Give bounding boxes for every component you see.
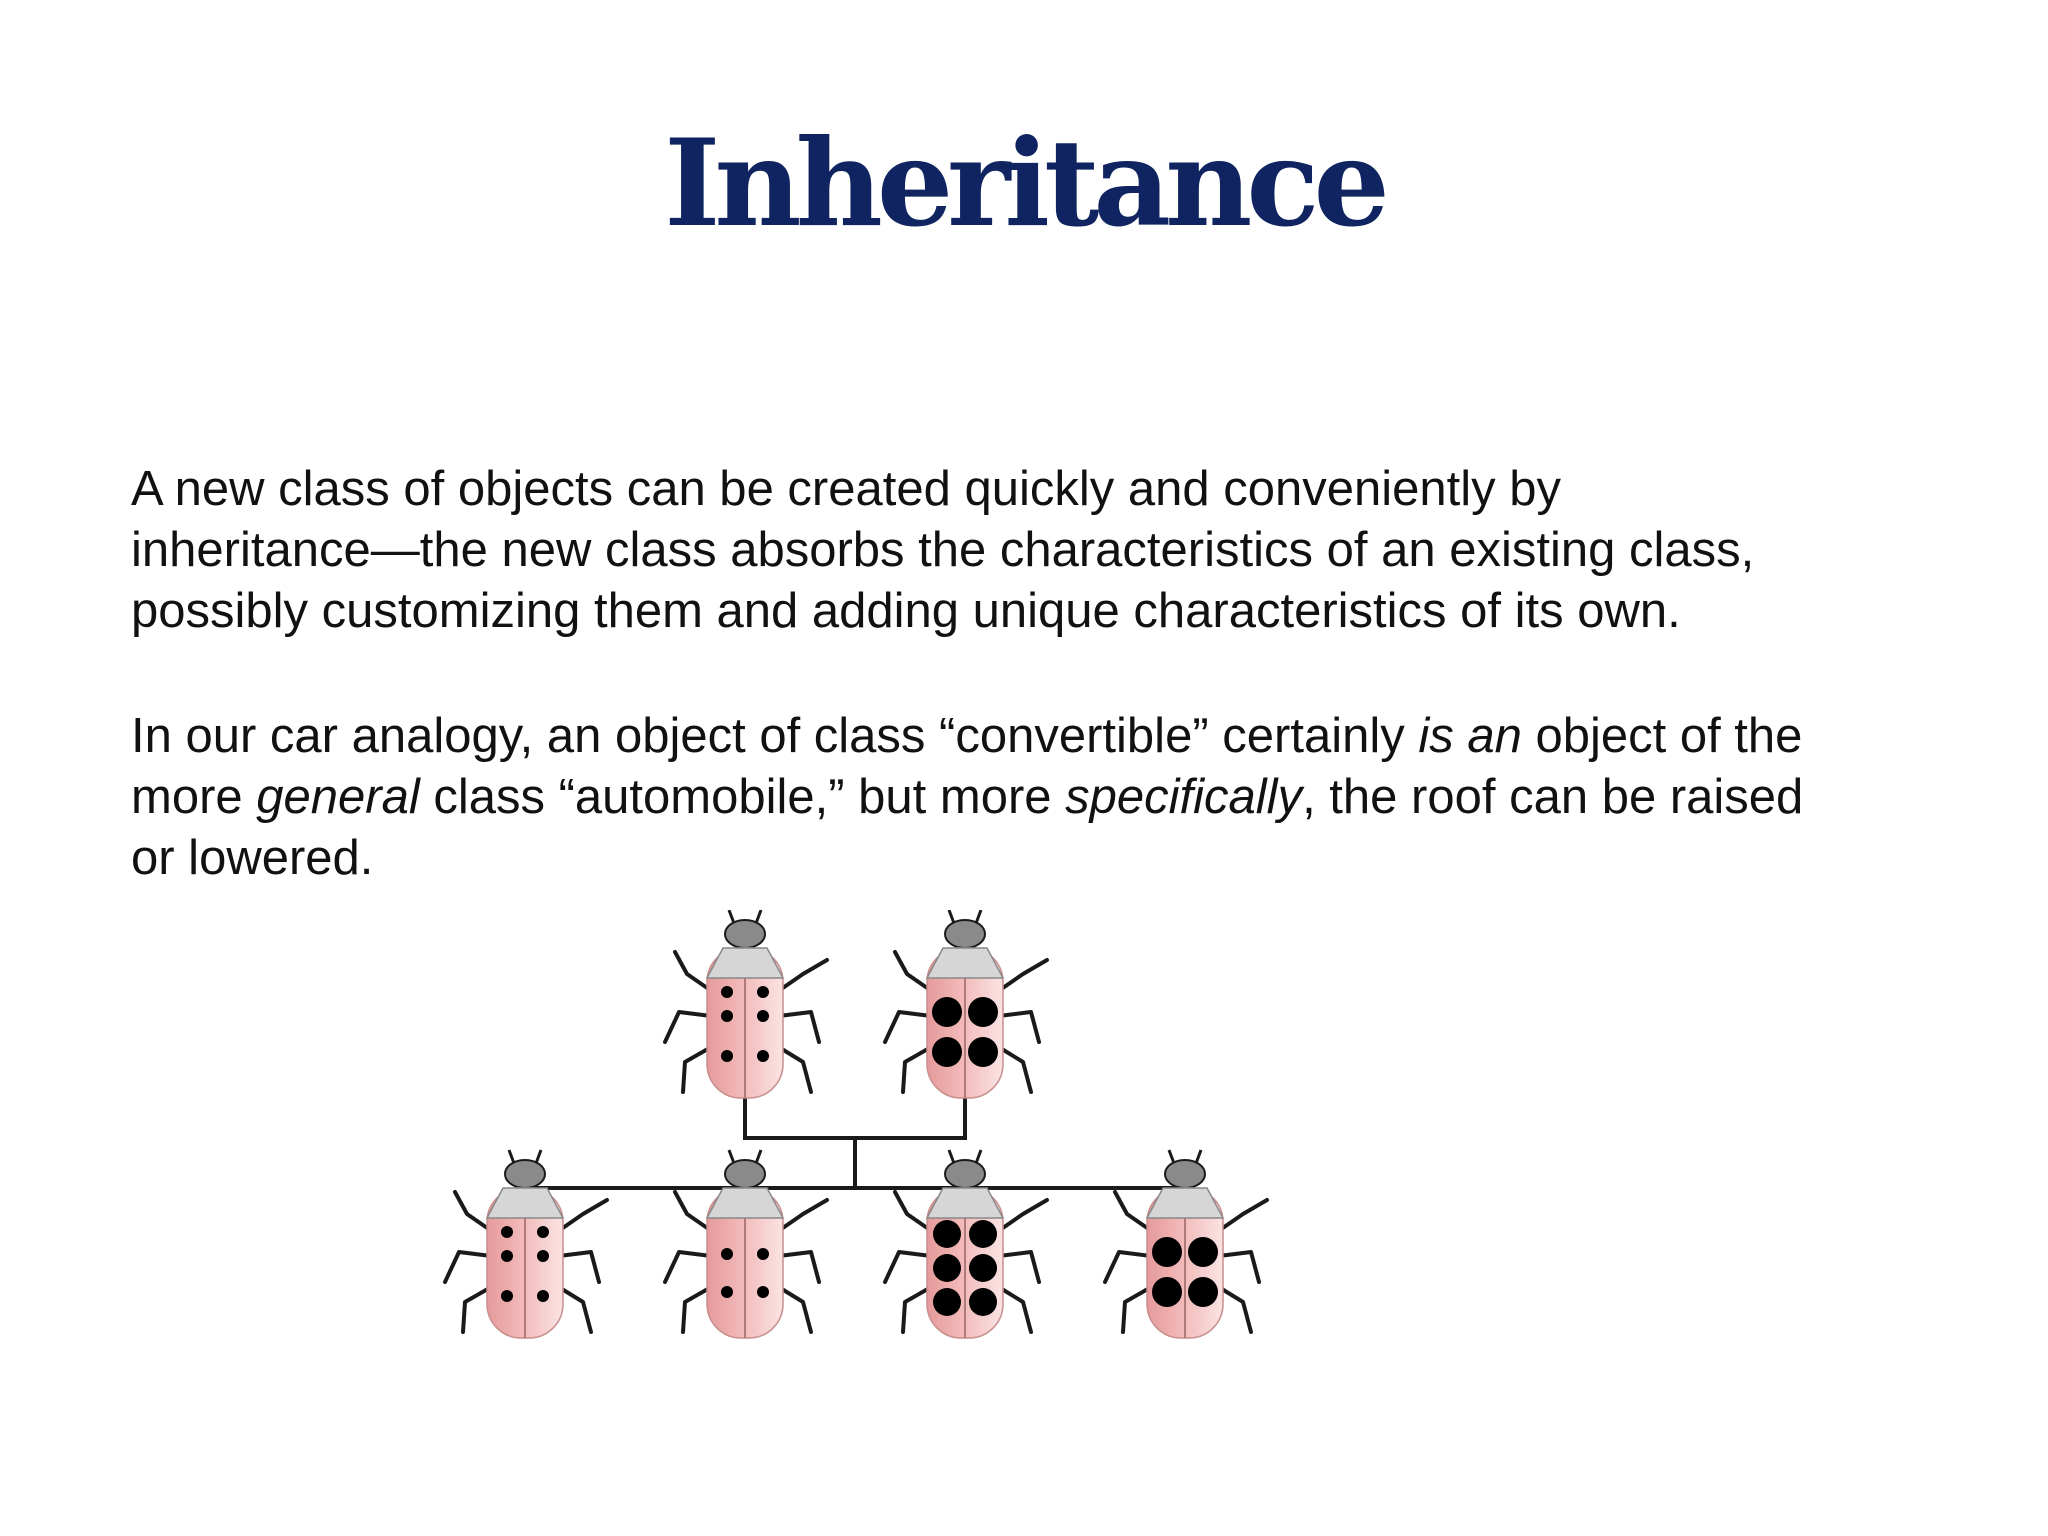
ladybug-head [725,920,765,948]
ladybug-leg [1217,1200,1267,1232]
child-ladybug [885,1150,1047,1338]
ladybug-leg [559,1252,599,1282]
paragraph2-line3: or lowered. [131,831,374,885]
parent-ladybug [665,910,827,1098]
ladybug-spot [757,1248,769,1260]
ladybug-spot [932,997,962,1027]
ladybug-spot [537,1290,549,1302]
ladybug-spot [1152,1277,1182,1307]
ladybug-spot [757,1010,769,1022]
paragraph1-line2: inheritance—the new class absorbs the characteristics of an existing class, [131,523,1755,577]
ladybug-spot [757,986,769,998]
text-run: class “automobile,” but more [419,770,1066,824]
parent-ladybug [885,910,1047,1098]
child-ladybug [1105,1150,1267,1338]
ladybug-head [725,1160,765,1188]
hierarchy-connectors [525,1098,1185,1188]
ladybug-leg [999,1012,1039,1042]
ladybug-leg [777,1200,827,1232]
ladybug-thorax [927,948,1003,978]
emphasis-specifically: specifically [1065,770,1303,824]
ladybug-spot [969,1254,997,1282]
ladybug-spot [537,1250,549,1262]
ladybug-thorax [707,948,783,978]
ladybug-spot [721,1286,733,1298]
ladybug-leg [665,1252,711,1282]
parent-connector [745,1098,965,1138]
ladybug-leg [997,1200,1047,1232]
ladybug-spot [721,986,733,998]
ladybug-spot [1188,1237,1218,1267]
ladybug-spot [537,1226,549,1238]
ladybug-leg [557,1200,607,1232]
ladybug-spot [933,1220,961,1248]
ladybug-spot [501,1226,513,1238]
ladybug-leg [777,960,827,992]
slide-title: Inheritance [664,113,1384,254]
ladybug-thorax [487,1188,563,1218]
ladybug-spot [1152,1237,1182,1267]
ladybug-leg [779,1012,819,1042]
paragraph2-line1 [131,706,1931,767]
ladybug-spot [969,1220,997,1248]
ladybug-head [1165,1160,1205,1188]
ladybug-spot [968,997,998,1027]
ladybug-spot [501,1250,513,1262]
emphasis-is-an: is an [1418,709,1522,763]
ladybug-spot [721,1248,733,1260]
text-run: In our car analogy, an object of class “convertible” certainly [131,709,1419,763]
ladybug-leg [1219,1252,1259,1282]
text-run: more [131,770,257,824]
ladybug-spot [757,1050,769,1062]
ladybug-head [505,1160,545,1188]
ladybug-leg [779,1252,819,1282]
ladybug-leg [885,1252,931,1282]
paragraph1-line3: possibly customizing them and adding unique characteristics of its own. [131,584,1681,638]
ladybug-spot [932,1037,962,1067]
ladybug-leg [665,1012,711,1042]
paragraph1-line1: A new class of objects can be created quickly and conveniently by [131,462,1561,516]
paragraph-car-analogy [131,706,1931,889]
text-run: , the roof can be raised [1302,770,1804,824]
ladybug-thorax [1147,1188,1223,1218]
child-ladybug [665,1150,827,1338]
ladybug-spot [757,1286,769,1298]
paragraph-inheritance-definition [131,459,1931,642]
ladybug-leg [1105,1252,1151,1282]
ladybug-leg [445,1252,491,1282]
ladybug-spot [721,1050,733,1062]
child-ladybug [445,1150,607,1338]
ladybug-spot [501,1290,513,1302]
ladybug-spot [969,1288,997,1316]
emphasis-general: general [256,770,420,824]
paragraph2-line2 [131,767,1931,828]
text-run: object of the [1521,709,1803,763]
ladybug-spot [968,1037,998,1067]
ladybug-thorax [707,1188,783,1218]
ladybug-group [445,910,1267,1338]
ladybug-inheritance-diagram [440,910,1520,1450]
ladybug-leg [997,960,1047,992]
ladybug-spot [1188,1277,1218,1307]
ladybug-head [945,1160,985,1188]
ladybug-spot [933,1288,961,1316]
ladybug-leg [999,1252,1039,1282]
ladybug-thorax [927,1188,1003,1218]
ladybug-leg [885,1012,931,1042]
ladybug-spot [721,1010,733,1022]
ladybug-spot [933,1254,961,1282]
ladybug-head [945,920,985,948]
